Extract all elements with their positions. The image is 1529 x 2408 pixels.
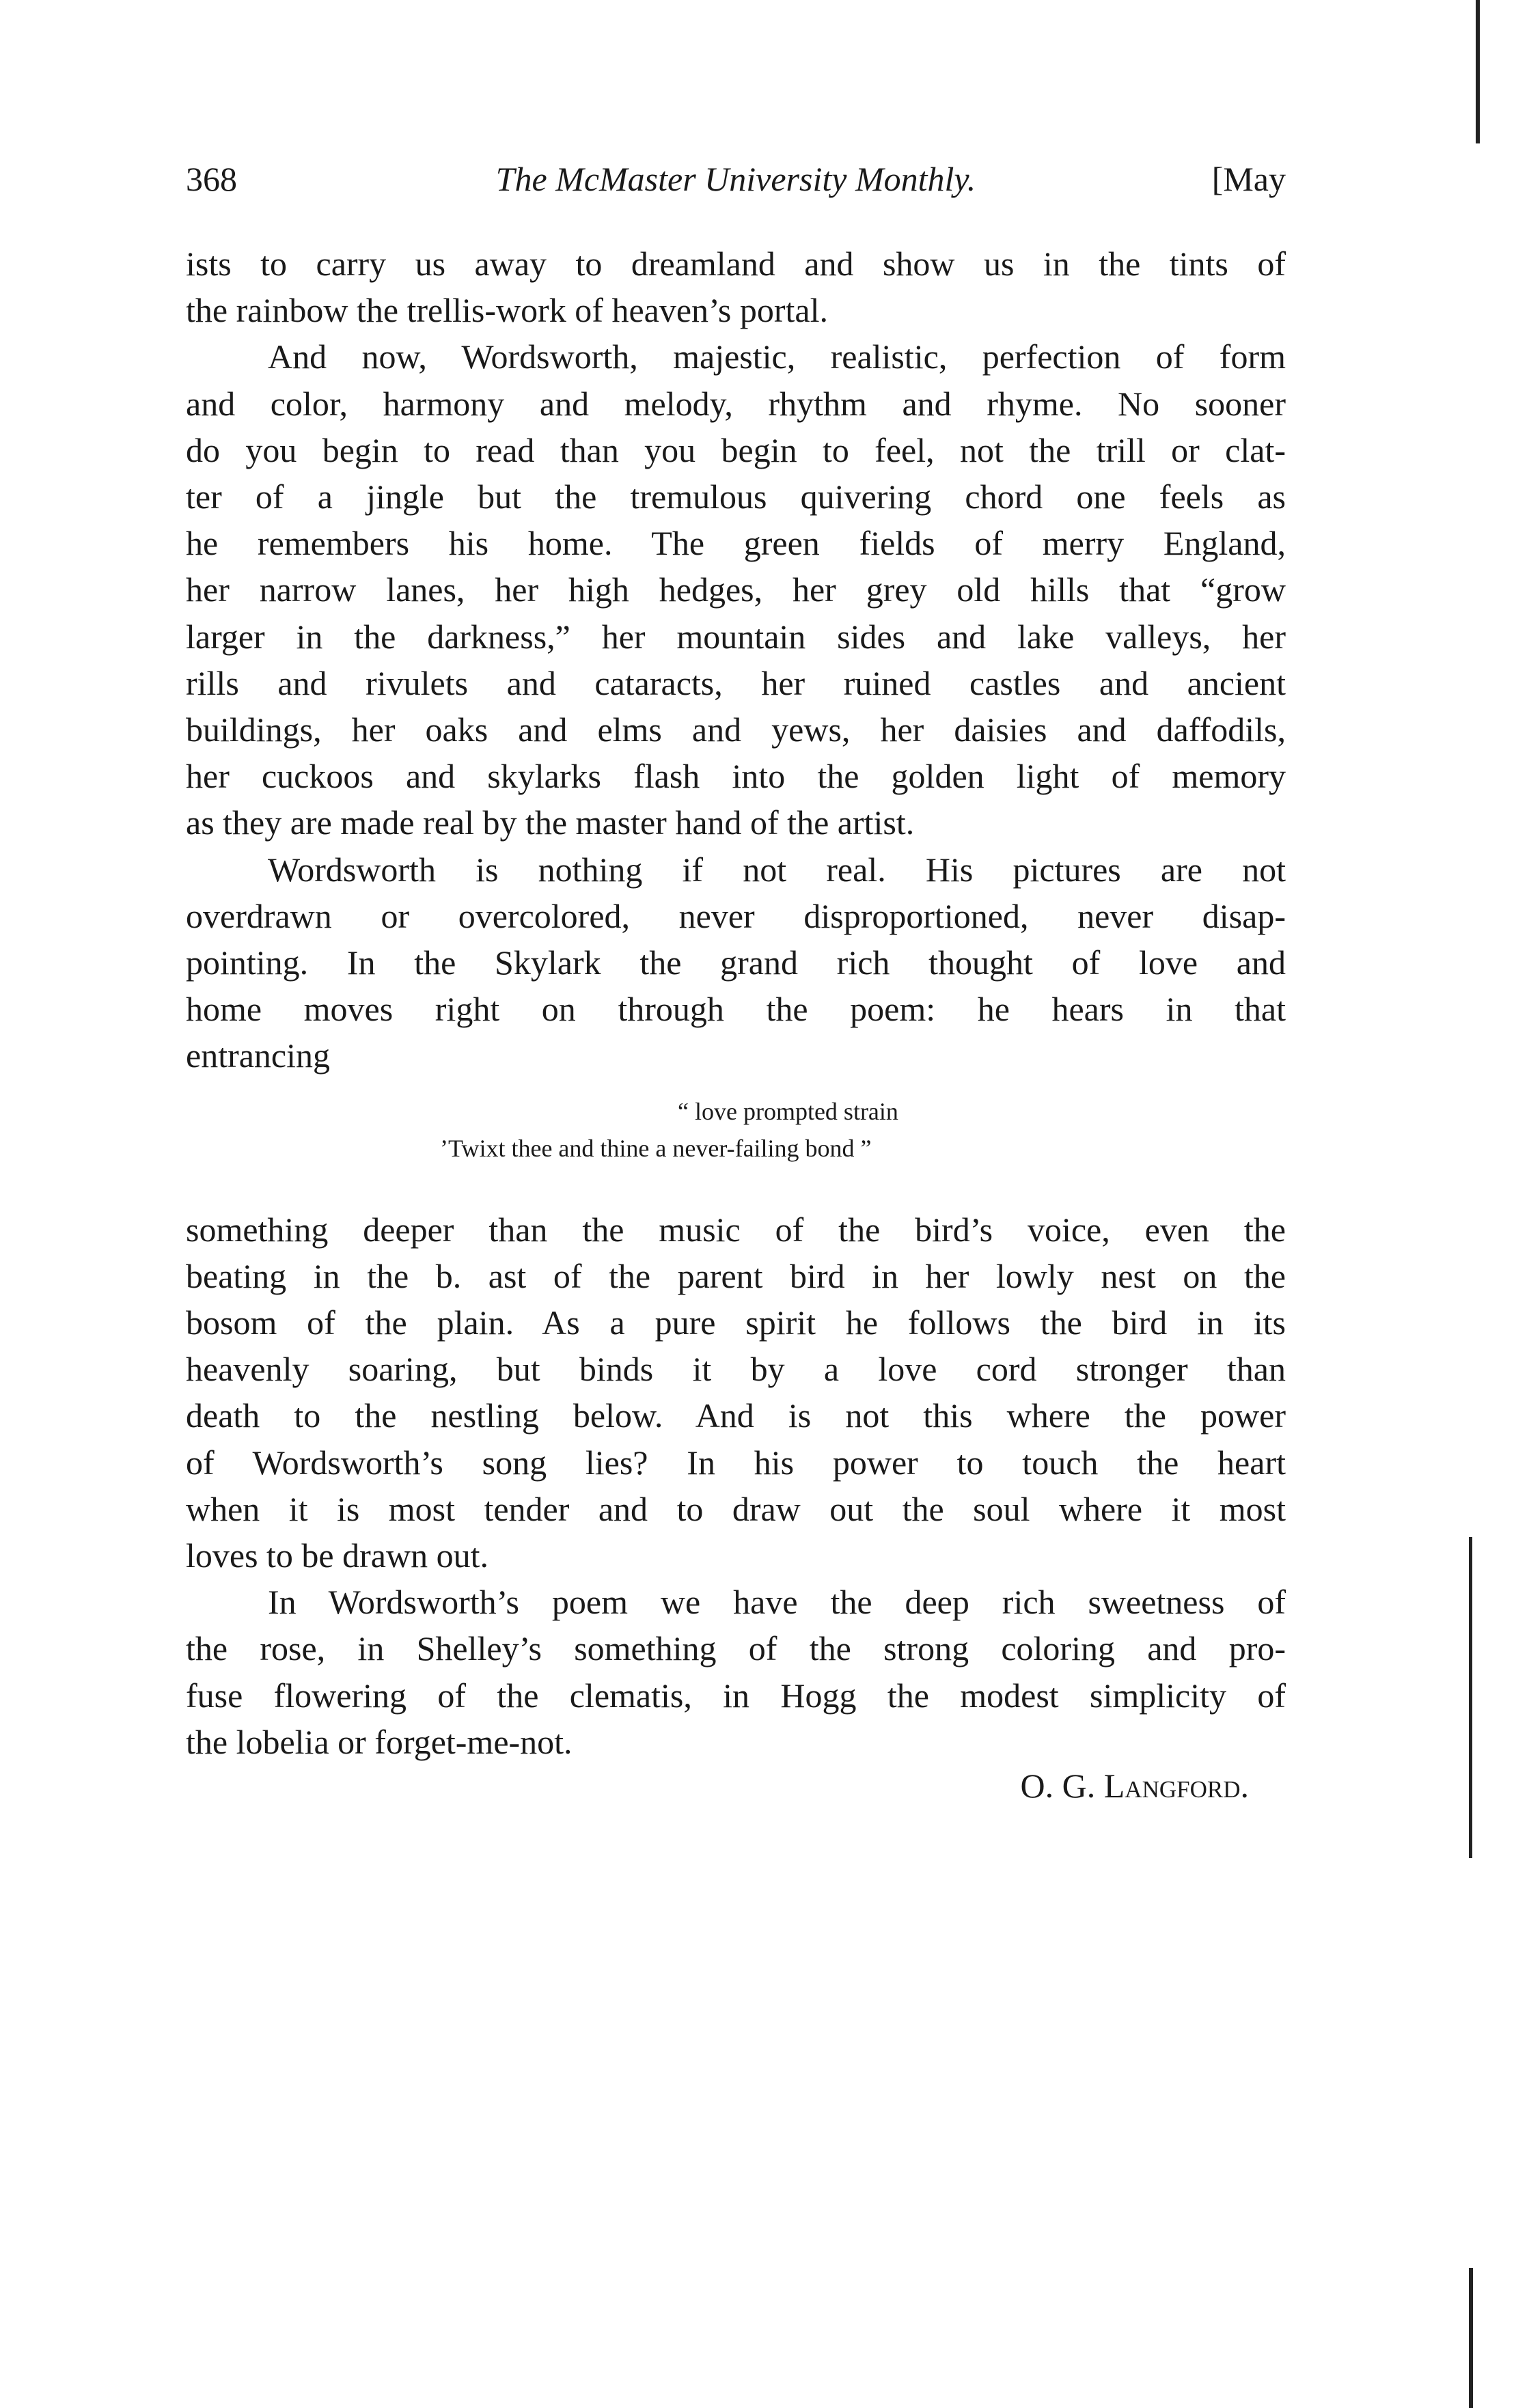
scan-edge-mark [1469,2268,1473,2408]
text-line: And now, Wordsworth, majestic, realistic, perfection of form [268,337,1286,376]
text-line: home moves right on through the poem: he hears in that [186,990,1286,1029]
text-line: he remembers his home. The green fields of merry England, [186,524,1286,563]
text-line: death to the nestling below. And is not this where the power [186,1396,1286,1435]
paragraph-5 [186,1579,1286,1765]
article-body [186,240,1286,1765]
paragraph-1 [186,240,1286,333]
paragraph-4 [186,1206,1286,1579]
text-line: buildings, her oaks and elms and yews, her daisies and daffodils, [186,710,1286,749]
text-line: ter of a jingle but the tremulous quivering chord one feels as [186,478,1286,516]
text-line: the rose, in Shelley’s something of the strong coloring and pro- [186,1629,1286,1668]
text-line: as they are made real by the master hand of the artist. [186,803,915,842]
scan-edge-mark [1469,1537,1472,1858]
text-line: pointing. In the Skylark the grand rich thought of love and [186,943,1286,982]
text-line: the lobelia or forget-me-not. [186,1722,573,1761]
block-quote [186,1093,1286,1167]
paragraph-3 [186,846,1286,1079]
text-line: In Wordsworth’s poem we have the deep rich sweetness of [268,1583,1286,1622]
text-line: of Wordsworth’s song lies? In his power to touch the heart [186,1443,1286,1482]
text-line: when it is most tender and to draw out the soul where it most [186,1489,1286,1528]
paragraph-2 [186,333,1286,846]
scan-edge-mark [1476,0,1480,143]
text-line: do you begin to read than you begin to feel, not the trill or clat- [186,430,1286,469]
text-line: ists to carry us away to dreamland and show us in the tints of [186,245,1286,283]
running-header [186,152,1286,206]
text-line: heavenly soaring, but binds it by a love cord stronger than [186,1350,1286,1389]
text-line: entrancing [186,1036,331,1075]
text-line: and color, harmony and melody, rhythm and rhyme. No sooner [186,384,1286,423]
quote-line: “ love prompted strain [678,1097,898,1125]
text-line: the rainbow the trellis-work of heaven’s portal. [186,291,828,330]
page-number: 368 [186,160,237,198]
running-date: [May [1211,160,1286,198]
quote-line: ’Twixt thee and thine a never-failing bond ” [440,1134,872,1162]
text-line: Wordsworth is nothing if not real. His pictures are not [268,850,1286,889]
text-line: fuse flowering of the clematis, in Hogg the modest simplicity of [186,1676,1286,1715]
text-line: her narrow lanes, her high hedges, her grey old hills that “grow [186,570,1286,609]
text-line: something deeper than the music of the bird’s voice, even the [186,1210,1286,1249]
text-line: bosom of the plain. As a pure spirit he follows the bird in its [186,1303,1286,1342]
running-title: The McMaster University Monthly. [495,160,976,198]
text-line: beating in the b. ast of the parent bird in her lowly nest on the [186,1256,1286,1295]
author-signature: O. G. Langford. [1020,1767,1249,1805]
text-line: larger in the darkness,” her mountain sides and lake valleys, her [186,617,1286,656]
text-line: overdrawn or overcolored, never disproportioned, never disap- [186,896,1286,935]
text-line: her cuckoos and skylarks flash into the golden light of memory [186,757,1286,796]
text-line: loves to be drawn out. [186,1536,488,1575]
text-line: rills and rivulets and cataracts, her ruined castles and ancient [186,663,1286,702]
